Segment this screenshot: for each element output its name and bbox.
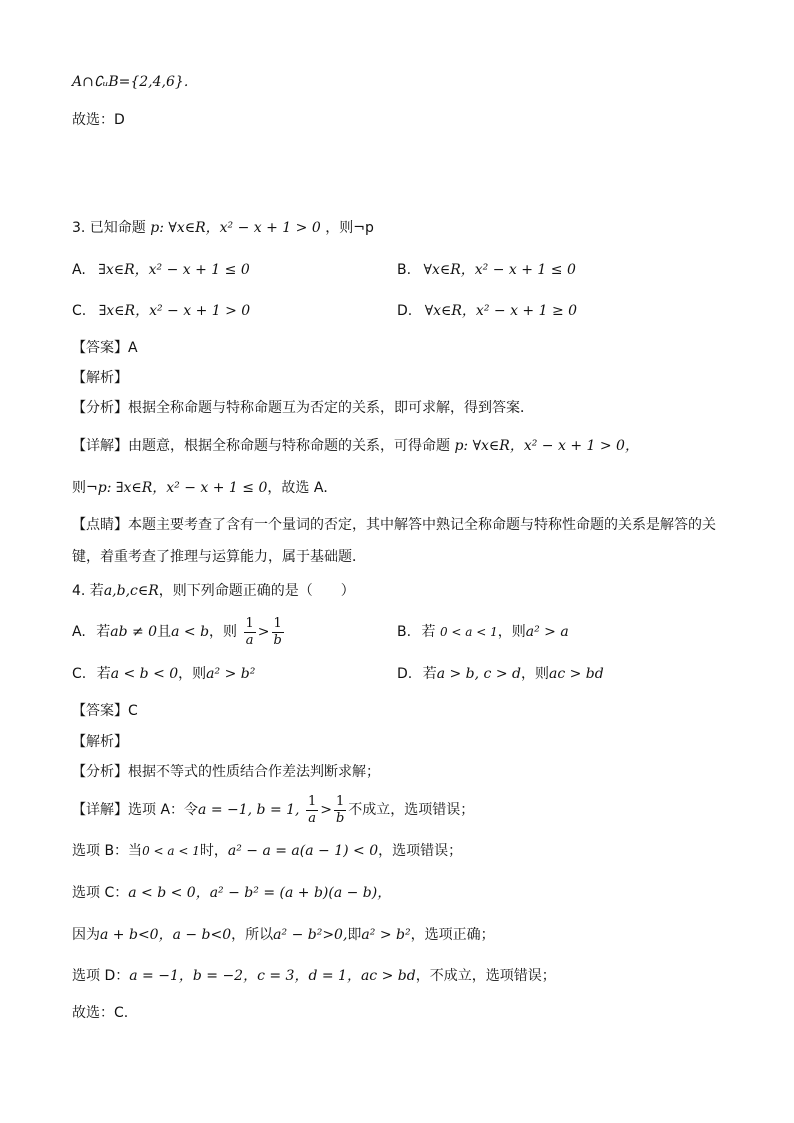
q3-option-d bbox=[397, 301, 577, 321]
q3-conclusion-suffix: ，故选 A． bbox=[267, 480, 338, 496]
q4-answer bbox=[72, 701, 138, 721]
q4-option-c-label: C. bbox=[72, 666, 87, 682]
q3-analysis-tag: 【解析】 bbox=[72, 370, 128, 386]
q4-xj-b-suffix: ，选项错误； bbox=[378, 843, 463, 859]
choose-d-line: 故选：D bbox=[72, 112, 125, 128]
q4-xj-c2-math3: a² > b² bbox=[361, 927, 411, 943]
q4-option-d-m1: a > b, c > d bbox=[436, 666, 521, 682]
q4-analysis-tag: 【解析】 bbox=[72, 734, 128, 750]
q3-stem-prefix: 3. 已知命题 bbox=[72, 220, 146, 236]
q4-option-b-if: 若 bbox=[421, 624, 436, 640]
q4-xj-c2-suffix: ，选项正确； bbox=[410, 927, 495, 943]
q3-stem-math: p: ∀x∈R，x² − x + 1 > 0 bbox=[150, 220, 321, 236]
q3-option-d-label: D. bbox=[397, 303, 413, 319]
fraction-1-over-a: $\frac{1}{a}$ bbox=[245, 615, 254, 648]
q4-answer-value: C bbox=[128, 703, 138, 719]
q4-option-b-label: B. bbox=[397, 624, 412, 640]
q3-option-a-math: ∃x∈R，x² − x + 1 ≤ 0 bbox=[98, 262, 250, 278]
q3-dianjing-2: 键，着重考查了推理与运算能力，属于基础题． bbox=[72, 549, 366, 565]
q4-xj-c2-math1: a + b<0，a − b<0 bbox=[100, 927, 232, 943]
q4-option-d-then: ，则 bbox=[520, 666, 549, 682]
q4-stem-math: a,b,c∈R bbox=[103, 583, 159, 599]
q3-option-c-label: C. bbox=[72, 303, 87, 319]
q3-xiangjie-math: p: ∀x∈R，x² − x + 1 > 0， bbox=[454, 438, 639, 454]
q3-answer-value: A bbox=[128, 340, 138, 356]
q3-answer-tag: 【答案】 bbox=[72, 340, 128, 356]
q4-option-d-m2: ac > bd bbox=[548, 666, 604, 682]
q4-fenxi bbox=[72, 762, 380, 782]
q4-xj-d-math: a = −1，b = −2，c = 3，d = 1，ac > bd bbox=[129, 968, 416, 984]
q3-fenxi bbox=[72, 398, 534, 418]
q3-option-c-math: ∃x∈R，x² − x + 1 > 0 bbox=[98, 303, 251, 319]
q4-option-d bbox=[397, 664, 604, 684]
fraction-1-over-b: $\frac{1}{b}$ bbox=[273, 615, 282, 648]
fraction-1-over-a-2: $\frac{1}{a}$ bbox=[307, 793, 317, 826]
q3-stem bbox=[72, 218, 374, 238]
q4-option-a-and: 且 bbox=[157, 624, 172, 640]
q4-xiangjie-a: 【详解】选项 A：令a = −1, b = 1, $\frac{1}{a}$ > $\frac{1}{b}$ 不成立，选项错误； bbox=[72, 793, 475, 826]
q4-xj-a-prefix: 选项 A：令 bbox=[128, 802, 199, 818]
q4-fenxi-tag: 【分析】 bbox=[72, 764, 128, 780]
q3-xiangjie-text: 由题意，根据全称命题与特称命题的关系，可得命题 bbox=[128, 438, 450, 454]
q4-xj-b-cond: 0 < a < 1 bbox=[142, 844, 200, 858]
q4-stem-suffix: ，则下列命题正确的是（ ） bbox=[158, 583, 355, 599]
q4-xj-c-prefix: 选项 C： bbox=[72, 885, 129, 901]
q4-xiangjie-b bbox=[72, 841, 462, 861]
q4-xj-c2-math2: a² − b²>0, bbox=[273, 927, 348, 943]
q3-option-b bbox=[397, 260, 576, 280]
q3-dianjing-text-1: 本题主要考查了含有一个量词的否定，其中解答中熟记全称命题与特称性命题的关系是解答的关 bbox=[128, 517, 716, 533]
q4-option-a-m2: a < b bbox=[171, 624, 210, 640]
q3-fenxi-text: 根据全称命题与特称命题互为否定的关系，即可求解，得到答案． bbox=[128, 400, 534, 416]
q4-option-b-m2: a² > a bbox=[525, 624, 569, 640]
q4-xj-b-prefix: 选项 B：当 bbox=[72, 843, 143, 859]
q4-stem-prefix: 4. 若 bbox=[72, 583, 104, 599]
q4-xj-c2-mid: ，所以 bbox=[231, 927, 274, 943]
q4-xj-c-math: a < b < 0，a² − b² = (a + b)(a − b)， bbox=[128, 885, 392, 901]
q4-stem bbox=[72, 581, 355, 601]
q3-answer bbox=[72, 338, 138, 358]
q3-option-a bbox=[72, 260, 250, 280]
q3-stem-suffix: ，则¬p bbox=[325, 220, 374, 236]
q3-option-c bbox=[72, 301, 250, 321]
q4-xj-d-prefix: 选项 D： bbox=[72, 968, 130, 984]
q4-option-a-m1: ab ≠ 0 bbox=[110, 624, 158, 640]
q4-option-c-then: ，则 bbox=[178, 666, 207, 682]
q3-dianjing-tag: 【点睛】 bbox=[72, 517, 128, 533]
q4-option-b bbox=[397, 622, 569, 642]
q3-option-b-math: ∀x∈R，x² − x + 1 ≤ 0 bbox=[423, 262, 576, 278]
q4-option-d-if: 若 bbox=[422, 666, 437, 682]
set-result-line: A∩∁ᵤB={2,4,6}． bbox=[72, 74, 198, 90]
q4-xiangjie-tag: 【详解】 bbox=[72, 802, 128, 818]
fraction-1-over-b-2: $\frac{1}{b}$ bbox=[335, 793, 345, 826]
q3-conclusion-math: ¬p: ∃x∈R，x² − x + 1 ≤ 0 bbox=[86, 480, 268, 496]
q4-xj-b-time: 时， bbox=[199, 843, 228, 859]
q4-xj-c2-prefix: 因为 bbox=[72, 927, 100, 943]
q4-option-d-label: D. bbox=[397, 666, 413, 682]
q3-dianjing-1 bbox=[72, 515, 716, 535]
q4-xj-a-suffix: 不成立，选项错误； bbox=[348, 802, 475, 818]
q3-option-b-label: B. bbox=[397, 262, 412, 278]
q4-option-b-m1: 0 < a < 1 bbox=[439, 625, 498, 639]
q3-option-d-math: ∀x∈R，x² − x + 1 ≥ 0 bbox=[424, 303, 578, 319]
q3-option-a-label: A. bbox=[72, 262, 86, 278]
q3-fenxi-tag: 【分析】 bbox=[72, 400, 128, 416]
q4-option-a: A. 若ab ≠ 0且a < b，则 $\frac{1}{a}$ > $\frac{1}{b}$ bbox=[72, 615, 282, 648]
q4-option-c-if: 若 bbox=[96, 666, 111, 682]
q4-option-a-then: ，则 bbox=[209, 624, 238, 640]
q4-xj-c2-ji: 即 bbox=[347, 927, 362, 943]
q4-option-b-then: ，则 bbox=[497, 624, 526, 640]
q4-answer-tag: 【答案】 bbox=[72, 703, 128, 719]
q4-xj-d-suffix: ，不成立，选项错误； bbox=[415, 968, 556, 984]
q4-option-a-if: 若 bbox=[96, 624, 111, 640]
q4-xj-b-math: a² − a = a(a − 1) < 0 bbox=[227, 843, 379, 859]
q3-conclusion bbox=[72, 478, 337, 498]
q4-fenxi-text: 根据不等式的性质结合作差法判断求解； bbox=[128, 764, 380, 780]
q4-option-a-label: A. bbox=[72, 624, 86, 640]
q4-option-c-m2: a² > b² bbox=[206, 666, 256, 682]
q4-xiangjie-c bbox=[72, 883, 391, 903]
q4-xiangjie-c2 bbox=[72, 925, 495, 945]
q4-xiangjie-d bbox=[72, 966, 556, 986]
q3-xiangjie bbox=[72, 436, 639, 456]
q4-option-c-m1: a < b < 0 bbox=[110, 666, 179, 682]
q4-xj-a-math: a = −1, b = 1, bbox=[198, 802, 300, 818]
q4-choose: 故选：C. bbox=[72, 1005, 129, 1021]
q4-option-c bbox=[72, 664, 255, 684]
q3-conclusion-prefix: 则 bbox=[72, 480, 86, 496]
q3-xiangjie-tag: 【详解】 bbox=[72, 438, 128, 454]
